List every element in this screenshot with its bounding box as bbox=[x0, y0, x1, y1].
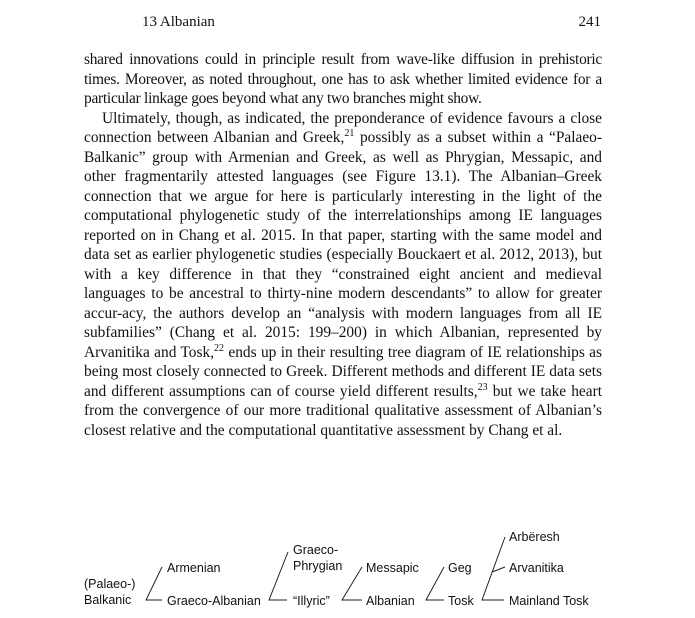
paragraph-2 bbox=[84, 109, 602, 441]
node-graeco-phrygian-line1: Graeco- bbox=[293, 543, 339, 557]
paragraph-2-text-b: possibly as a subset within a “Palaeo-Balkanic” group with Armenian and Greek, as well as Phrygian, Messapic, and other fragmentarily attested languages (see Figure 13.1). The Albanian–Greek connection that we argue for here is particularly interesting in the light of the computational phylogenetic study of the interrelationships among IE languages reported on in Chang et al. 2015. In that paper, starting with the same model and data set as earlier phylogenetic studies (especially Bouckaert et al. 2012, 2013), but with a key difference in that they “constrained eight ancient and medieval languages to be ancestral to thirty-nine modern descendants” to allow for greater accur-acy, the authors develop an “analysis with modern languages from all IE subfamilies” (Chang et al. 2015: 199–200) in which Albanian, represented by Arvanitika and Tosk, bbox=[84, 129, 602, 361]
paragraph-1 bbox=[84, 50, 602, 109]
node-graeco-phrygian-line2: Phrygian bbox=[293, 559, 343, 573]
node-mainland-tosk: Mainland Tosk bbox=[509, 594, 589, 608]
branch-graeco-albanian-graeco-phrygian bbox=[269, 552, 288, 600]
branch-balkanic-armenian bbox=[146, 567, 162, 600]
paragraph-1-text: shared innovations could in principle result from wave-like diffusion in prehistoric times. Moreover, as noted throughout, one has to ask whether limited evidence for a particular linkage goes beyond what any two branches might show. bbox=[84, 51, 602, 107]
node-arvanitika: Arvanitika bbox=[509, 561, 564, 575]
branch-tosk-arberesh bbox=[482, 537, 505, 600]
node-armenian: Armenian bbox=[167, 561, 221, 575]
footnote-ref-22[interactable]: 22 bbox=[214, 342, 225, 354]
paragraph-2-text-d: but we take heart from the convergence of our more traditional qualitative assessment of Albanian’s closest relative and the computational quantitative assessment by Chang et al. bbox=[84, 382, 602, 439]
node-geg: Geg bbox=[448, 561, 472, 575]
node-illyric: “Illyric” bbox=[293, 594, 330, 608]
footnote-ref-21[interactable]: 21 bbox=[344, 128, 355, 139]
node-messapic: Messapic bbox=[366, 561, 419, 575]
node-palaeo-balkanic-line2: Balkanic bbox=[84, 593, 132, 607]
node-albanian: Albanian bbox=[366, 594, 415, 608]
running-head bbox=[142, 14, 601, 34]
branch-tosk-arvanitika bbox=[492, 567, 505, 572]
branch-albanian-geg bbox=[426, 567, 444, 600]
node-tosk: Tosk bbox=[448, 594, 474, 608]
node-graeco-albanian: Graeco-Albanian bbox=[167, 594, 261, 608]
paragraph-2-text-c: ends up in their resulting tree diagram of IE relationships as being most closely connected to Greek. Different methods and different IE data sets and different assumptions can of course yield different results, bbox=[84, 343, 602, 400]
paragraph-2-text-a: Ultimately, though, as indicated, the preponderance of evidence favours a close connection between Albanian and Greek, bbox=[84, 109, 602, 146]
chapter-title: 13 Albanian bbox=[142, 14, 215, 30]
node-palaeo-balkanic-line1: (Palaeo-) bbox=[84, 577, 136, 591]
footnote-ref-23[interactable]: 23 bbox=[477, 381, 488, 393]
node-arberesh: Arbëresh bbox=[509, 530, 560, 544]
page-number: 241 bbox=[578, 14, 601, 30]
body-text bbox=[84, 50, 602, 440]
branch-graeco-phrygian-messapic bbox=[342, 567, 362, 600]
